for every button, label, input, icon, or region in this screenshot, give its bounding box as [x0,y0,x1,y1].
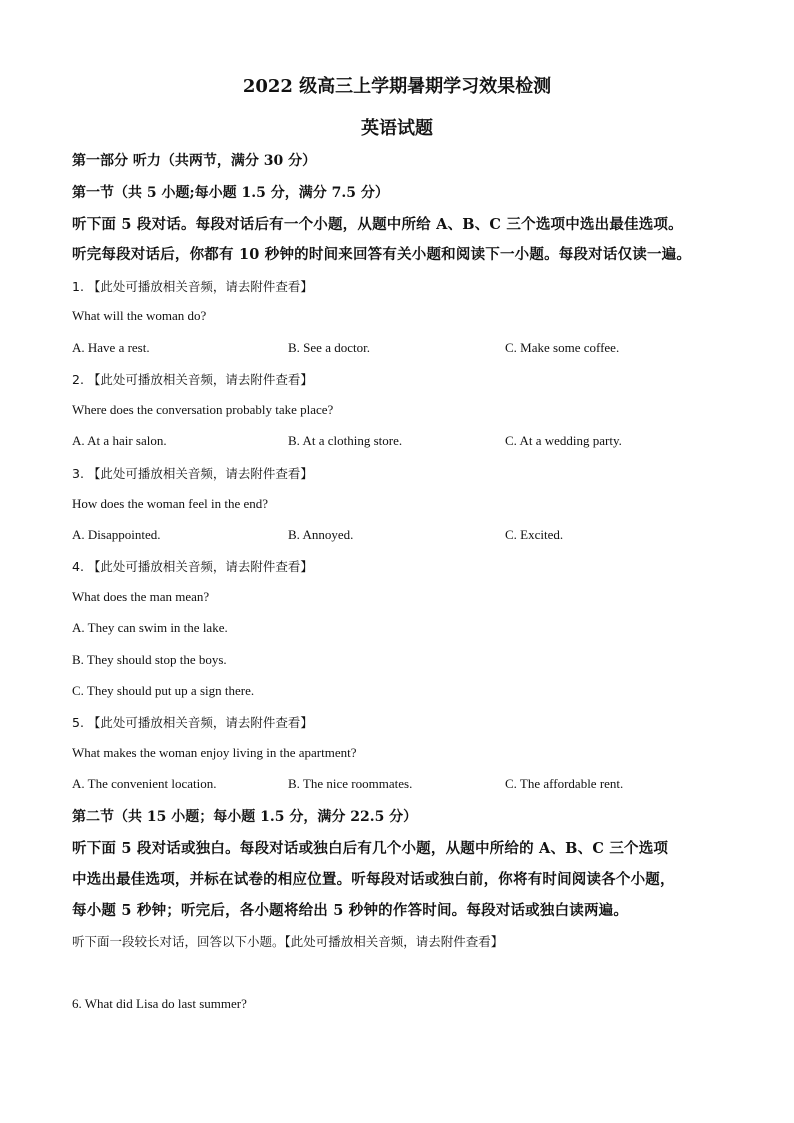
exam-subtitle: 英语试题 [361,118,433,139]
q3-option-c: C. Excited. [505,527,564,542]
section2-heading: 第二节（共 15 小题；每小题 1.5 分，满分 22.5 分） [72,809,418,825]
q2-option-c: C. At a wedding party. [505,433,622,448]
section2-instruction-3: 每小题 5 秒钟；听完后，各小题将给出 5 秒钟的作答时间。每段对话或独白读两遍。 [72,902,629,919]
q4-question: What does the man mean? [72,589,210,604]
q6-question: 6. What did Lisa do last summer? [72,996,247,1011]
q1-option-a: A. Have a rest. [72,340,150,355]
q4-option-a: A. They can swim in the lake. [72,620,228,635]
q4-option-b: B. They should stop the boys. [72,652,227,667]
exam-title: 2022 级高三上学期暑期学习效果检测 [242,76,552,97]
section2-instruction-1: 听下面 5 段对话或独白。每段对话或独白后有几个小题，从题中所给的 A、B、C 三个选项 [72,840,669,857]
section1-instruction-1: 听下面 5 段对话。每段对话后有一个小题，从题中所给 A、B、C 三个选项中选出最佳选项。 [72,216,683,233]
q2-option-b: B. At a clothing store. [288,433,403,448]
section1-heading: 第一节（共 5 小题;每小题 1.5 分，满分 7.5 分） [72,185,389,201]
section1-instruction-2: 听完每段对话后，你都有 10 秒钟的时间来回答有关小题和阅读下一小题。每段对话仅读一遍。 [72,246,692,263]
q1-question: What will the woman do? [72,308,207,323]
q2-option-a: A. At a hair salon. [72,433,167,448]
q5-option-b: B. The nice roommates. [288,776,413,791]
q3-option-a: A. Disappointed. [72,527,161,542]
q2-question: Where does the conversation probably take place? [72,402,334,417]
q5-audio-label: 5. 【此处可播放相关音频，请去附件查看】 [72,715,313,730]
q4-audio-label: 4. 【此处可播放相关音频，请去附件查看】 [72,559,313,574]
q4-option-c: C. They should put up a sign there. [72,683,255,698]
q3-audio-label: 3. 【此处可播放相关音频，请去附件查看】 [72,466,313,481]
q5-question: What makes the woman enjoy living in the apartment? [72,745,357,760]
q1-option-b: B. See a doctor. [288,340,370,355]
q5-option-a: A. The convenient location. [72,776,217,791]
q1-option-c: C. Make some coffee. [505,340,620,355]
section2-note: 听下面一段较长对话，回答以下小题。【此处可播放相关音频，请去附件查看】 [72,934,504,949]
section2-instruction-2: 中选出最佳选项，并标在试卷的相应位置。听每段对话或独白前，你将有时间阅读各个小题， [72,871,675,888]
part1-heading: 第一部分 听力（共两节，满分 30 分） [72,153,317,169]
q2-audio-label: 2. 【此处可播放相关音频，请去附件查看】 [72,372,313,387]
q3-option-b: B. Annoyed. [288,527,354,542]
q3-question: How does the woman feel in the end? [72,496,269,511]
q1-audio-label: 1. 【此处可播放相关音频，请去附件查看】 [72,279,313,294]
q5-option-c: C. The affordable rent. [505,776,624,791]
